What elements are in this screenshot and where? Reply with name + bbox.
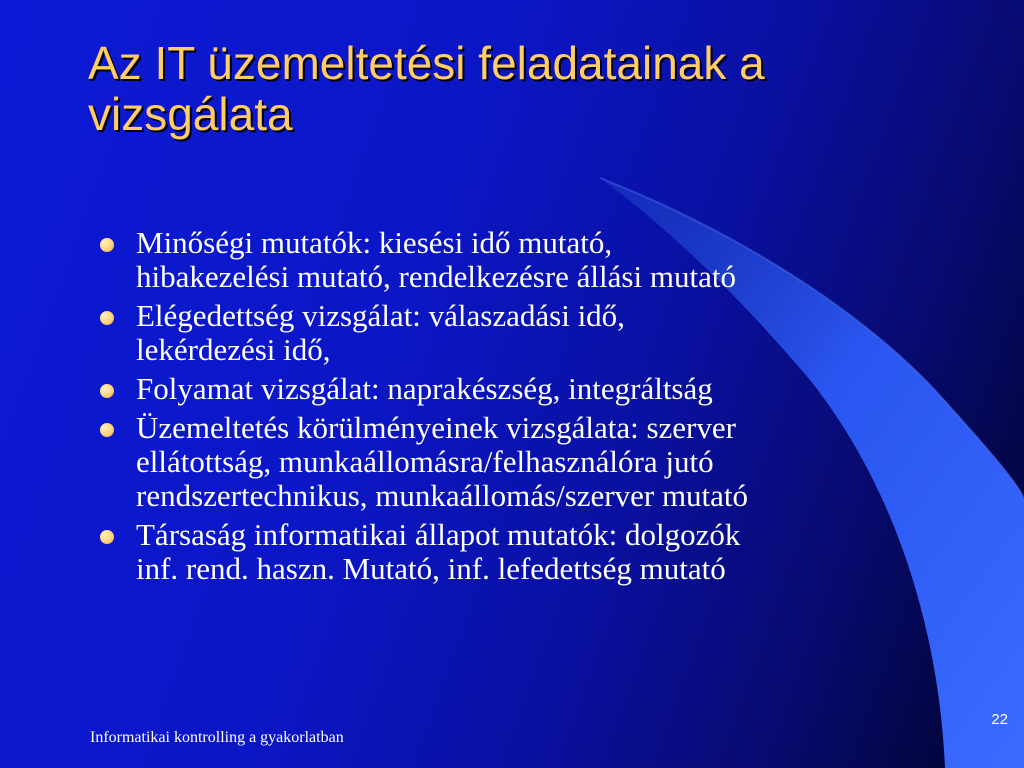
bullet-text: inf. rend. haszn. Mutató, inf. lefedettség mutató [136, 551, 726, 586]
bullet-text: Folyamat vizsgálat: naprakészség, integráltság [136, 371, 713, 406]
bullet-item [96, 299, 926, 367]
bullet-text: lekérdezési idő, [136, 332, 331, 367]
page-number: 22 [991, 711, 1008, 728]
bullet-item [96, 226, 926, 294]
bullet-text: Társaság informatikai állapot mutatók: dolgozók [136, 517, 741, 552]
bullet-dot-icon [100, 238, 114, 252]
bullet-item [96, 372, 926, 406]
bullet-text: hibakezelési mutató, rendelkezésre állási mutató [136, 259, 736, 294]
bullet-item [96, 518, 926, 586]
bullet-text: Minőségi mutatók: kiesési idő mutató, [136, 225, 613, 260]
bullet-dot-icon [100, 423, 114, 437]
bullet-item [96, 411, 926, 513]
bullet-text: Elégedettség vizsgálat: válaszadási idő, [136, 298, 625, 333]
slide-footer: Informatikai kontrolling a gyakorlatban [90, 729, 344, 746]
slide-title-line: vizsgálata [88, 87, 293, 140]
bullet-dot-icon [100, 311, 114, 325]
bullet-text: ellátottság, munkaállomásra/felhasználóra jutó [136, 444, 714, 479]
bullet-text: Üzemeltetés körülményeinek vizsgálata: szerver [136, 410, 736, 445]
slide-title-line: Az IT üzemeltetési feladatainak a [88, 37, 765, 89]
slide-title [88, 38, 968, 139]
bullet-list [96, 226, 926, 591]
bullet-text: rendszertechnikus, munkaállomás/szerver mutató [136, 478, 749, 513]
bullet-dot-icon [100, 530, 114, 544]
bullet-dot-icon [100, 384, 114, 398]
